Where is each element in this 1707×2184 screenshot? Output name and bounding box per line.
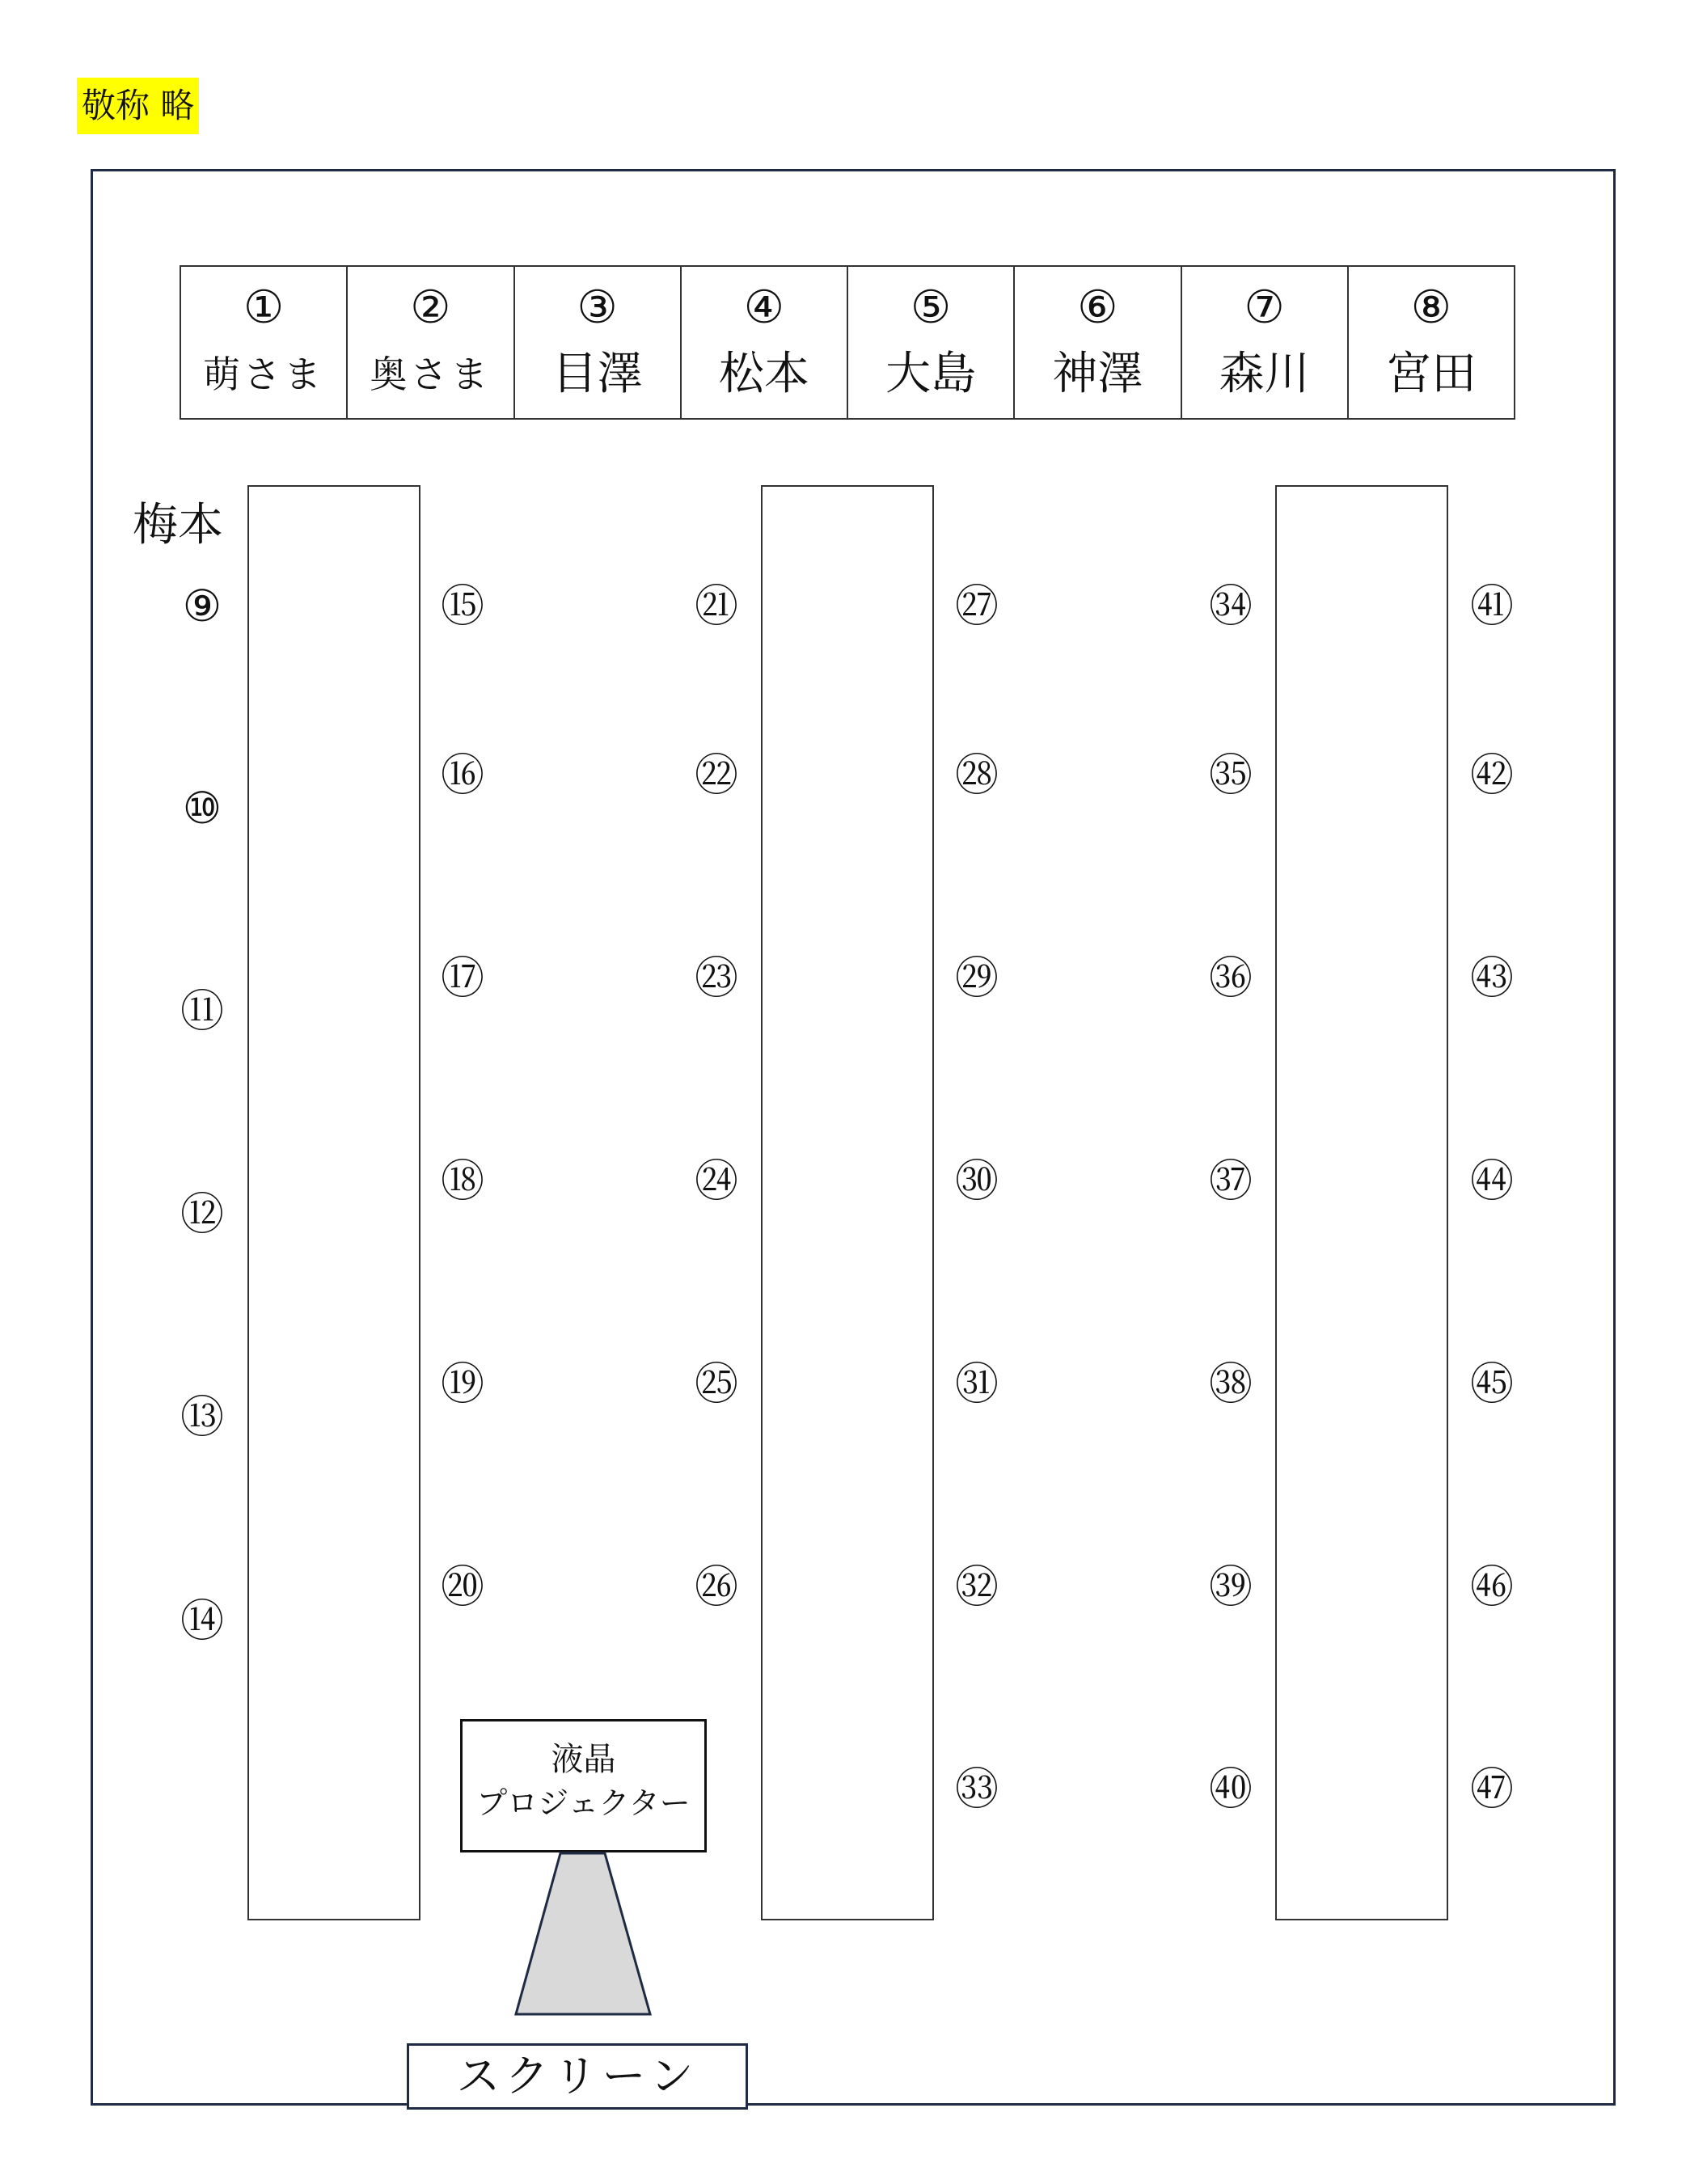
head-seat-name: 森川 xyxy=(1219,348,1310,400)
seat-number: ㊺ xyxy=(1470,1358,1514,1409)
seat-number: ⑩ xyxy=(182,783,222,834)
seat-number: ㊱ xyxy=(1209,953,1253,1003)
head-seat-name: 目澤 xyxy=(551,348,643,400)
seat-number: ㊷ xyxy=(1470,750,1514,801)
head-seat-number: ⑦ xyxy=(1244,281,1285,334)
projector-label-line1: 液晶 xyxy=(551,1741,616,1778)
seat-number: ㉔ xyxy=(695,1155,738,1206)
seat-number: ㊻ xyxy=(1470,1561,1514,1612)
projector-beam-shape xyxy=(516,1853,650,2014)
seat-number: ㉛ xyxy=(955,1358,999,1409)
projection-screen xyxy=(407,2043,748,2110)
seat-number: ㉓ xyxy=(695,953,738,1003)
seat-number: ㉚ xyxy=(955,1155,999,1206)
head-seat-name: 萌さま xyxy=(203,353,325,396)
seat-number: ⑨ xyxy=(182,581,222,632)
seat-number: ㉗ xyxy=(955,581,999,632)
seat-number: ㉝ xyxy=(955,1764,999,1814)
seat-number: ⑰ xyxy=(441,953,484,1003)
seat-number: ㊼ xyxy=(1470,1764,1514,1814)
head-seat-number: ① xyxy=(243,281,285,334)
head-seat-number: ⑤ xyxy=(911,281,952,334)
seat-number: ㊴ xyxy=(1209,1561,1253,1612)
seat-number: ⑫ xyxy=(180,1189,224,1240)
seat-number: ㊲ xyxy=(1209,1155,1253,1206)
seat-number: ㊶ xyxy=(1470,581,1514,632)
head-seat-number: ⑧ xyxy=(1410,281,1451,334)
head-seat-name: 大島 xyxy=(885,348,977,400)
seat-number: ㊸ xyxy=(1470,953,1514,1003)
head-seat-number: ② xyxy=(410,281,451,334)
screen-label: スクリーン xyxy=(456,2051,699,2102)
projector-label-line2: プロジェクター xyxy=(476,1785,691,1821)
seat-number: ㊹ xyxy=(1470,1155,1514,1206)
honorific-note-text: 敬称 略 xyxy=(82,86,195,125)
head-seat-number: ⑥ xyxy=(1077,281,1118,334)
seat-number: ⑲ xyxy=(441,1358,484,1409)
seat-number: ㉖ xyxy=(695,1561,738,1612)
head-seat-name: 松本 xyxy=(718,348,809,400)
head-seat-number: ④ xyxy=(743,281,784,334)
seat-number: ㉞ xyxy=(1209,581,1253,632)
head-seat-name: 宮田 xyxy=(1385,348,1477,400)
seat-number: ㉙ xyxy=(955,953,999,1003)
head-seat-name: 神澤 xyxy=(1052,348,1143,400)
seat-number: ㉘ xyxy=(955,750,999,801)
seat-number: ㉑ xyxy=(695,581,738,632)
seat-number: ⑱ xyxy=(441,1155,484,1206)
seat-number: ㊳ xyxy=(1209,1358,1253,1409)
seat-number: ⑭ xyxy=(180,1595,224,1646)
seat-number: ㉒ xyxy=(695,750,738,801)
seat-number: ⑬ xyxy=(180,1392,224,1443)
seat-number: ㉕ xyxy=(695,1358,738,1409)
seat-number: ㉟ xyxy=(1209,750,1253,801)
seat-number: ㊵ xyxy=(1209,1764,1253,1814)
guest-name-label: 梅本 xyxy=(133,499,223,551)
seat-number: ⑮ xyxy=(441,581,484,632)
seat-number: ㉜ xyxy=(955,1561,999,1612)
head-seat-number: ③ xyxy=(577,281,618,334)
seat-number: ⑯ xyxy=(441,750,484,801)
seat-number: ⑪ xyxy=(180,986,224,1037)
seat-number: ⑳ xyxy=(441,1561,484,1612)
head-seat-name: 奥さま xyxy=(370,353,492,396)
